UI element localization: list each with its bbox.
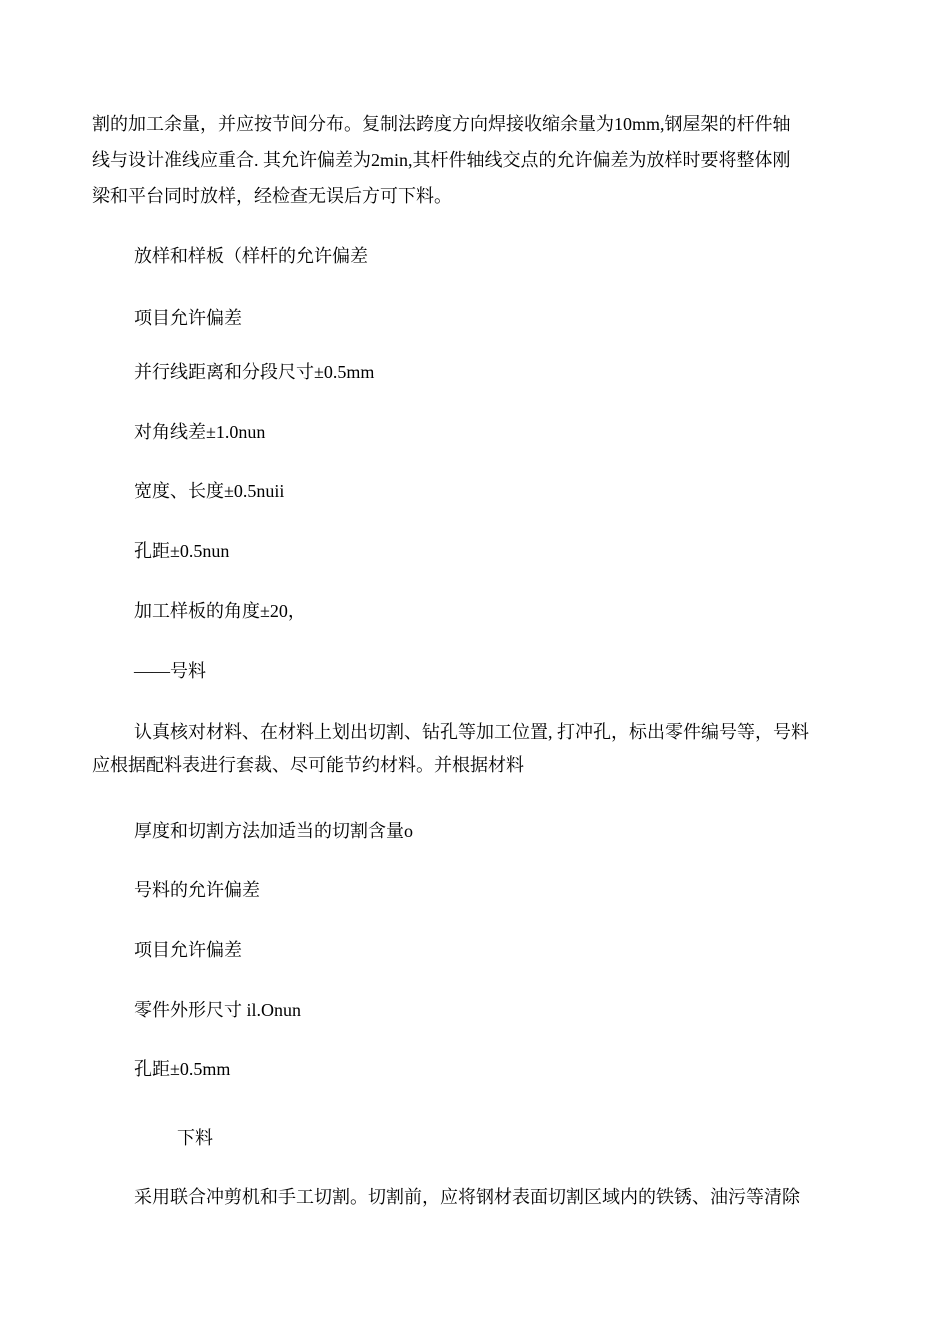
intro-line-1: 割的加工余量，并应按节间分布。复制法跨度方向焊接收缩余量为10mm,钢屋架的杆件轴 [92, 114, 791, 134]
intro-line-2: 线与设计准线应重合. 其允许偏差为2min,其杆件轴线交点的允许偏差为放样时要将整体刚 [92, 150, 791, 170]
intro-line-3: 梁和平台同时放样，经检查无误后方可下料。 [92, 186, 452, 206]
marking-table-title: 号料的允许偏差 [134, 880, 260, 900]
cutting-paragraph: 采用联合冲剪机和手工切割。切割前，应将钢材表面切割区域内的铁锈、油污等清除 [134, 1187, 800, 1207]
lofting-row-hole-spacing: 孔距±0.5nun [134, 541, 230, 561]
marking-row-hole-spacing: 孔距±0.5mm [134, 1059, 231, 1079]
lofting-row-diagonal: 对角线差±1.0nun [134, 422, 266, 442]
lofting-row-template-angle: 加工样板的角度±20， [134, 601, 306, 621]
marking-paragraph-continuation: 厚度和切割方法加适当的切割含量o [134, 821, 413, 841]
marking-heading: ——号料 [134, 661, 206, 681]
intro-paragraph [92, 106, 862, 214]
marking-line-2: 应根据配料表进行套裁、尽可能节约材料。并根据材料 [92, 755, 524, 775]
lofting-row-parallel-line: 并行线距离和分段尺寸±0.5mm [134, 362, 375, 382]
marking-line-1: 认真核对材料、在材料上划出切割、钻孔等加工位置, 打冲孔，标出零件编号等，号料 [134, 722, 809, 742]
cutting-heading: 下料 [177, 1128, 213, 1148]
lofting-table-title: 放样和样板（样杆的允许偏差 [134, 246, 368, 266]
lofting-table-header: 项目允许偏差 [134, 308, 242, 328]
lofting-row-width-length: 宽度、长度±0.5nuii [134, 481, 285, 501]
marking-row-outline-size: 零件外形尺寸 il.Onun [134, 1000, 302, 1020]
marking-paragraph [92, 716, 862, 782]
marking-table-header: 项目允许偏差 [134, 940, 242, 960]
